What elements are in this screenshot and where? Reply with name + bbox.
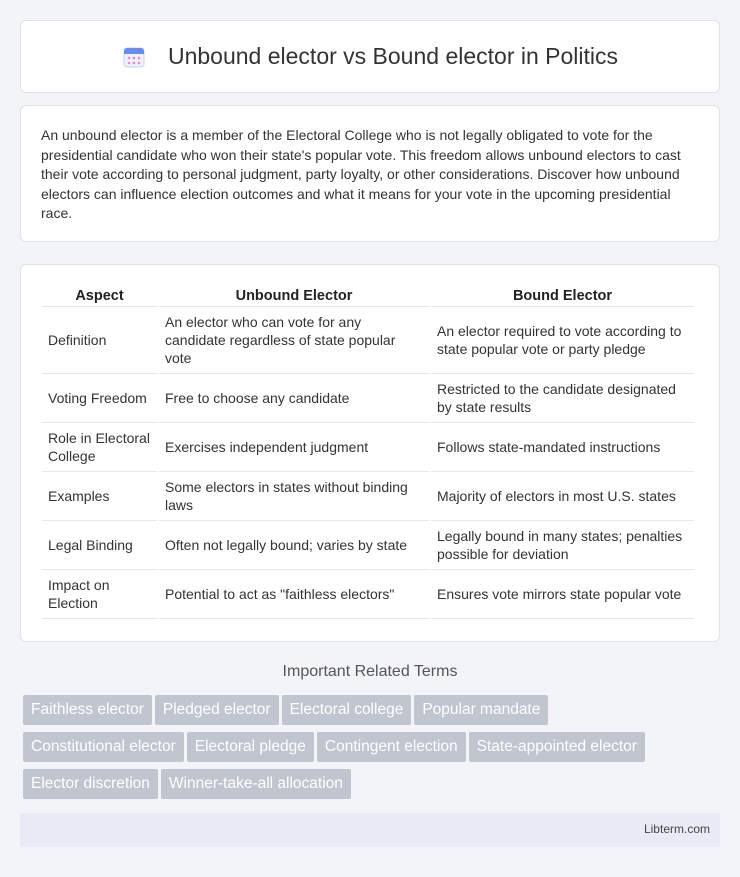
related-terms-list	[23, 695, 723, 806]
table-cell: Majority of electors in most U.S. states	[431, 472, 694, 521]
related-term-tag[interactable]: Popular mandate	[414, 695, 548, 725]
page-title: Unbound elector vs Bound elector in Politics	[167, 43, 619, 69]
header-card	[20, 20, 720, 93]
related-term-tag[interactable]: Electoral college	[282, 695, 412, 725]
related-term-tag[interactable]: State-appointed elector	[469, 732, 645, 762]
related-terms-title: Important Related Terms	[282, 663, 458, 680]
related-term-tag[interactable]: Constitutional elector	[23, 732, 184, 762]
table-row	[42, 472, 694, 521]
table-header-row	[42, 285, 694, 307]
table-cell: Definition	[42, 307, 157, 374]
table-cell: Potential to act as "faithless electors"	[159, 570, 429, 619]
table-row	[42, 521, 694, 570]
comparison-table	[40, 285, 696, 619]
table-cell: Exercises independent judgment	[159, 423, 429, 472]
intro-card	[20, 105, 720, 242]
related-term-tag[interactable]: Faithless elector	[23, 695, 152, 725]
table-cell: An elector required to vote according to state popular vote or party pledge	[431, 307, 694, 374]
table-cell: Free to choose any candidate	[159, 374, 429, 423]
table-cell: Follows state-mandated instructions	[431, 423, 694, 472]
footer-brand-link[interactable]: Libterm.com	[643, 822, 710, 836]
footer	[20, 813, 720, 847]
related-term-tag[interactable]: Elector discretion	[23, 769, 158, 799]
table-header-unbound: Unbound Elector	[159, 285, 429, 307]
table-cell: Legal Binding	[42, 521, 157, 570]
table-cell: Some electors in states without binding laws	[159, 472, 429, 521]
related-term-tag[interactable]: Winner-take-all allocation	[161, 769, 351, 799]
related-term-tag[interactable]: Electoral pledge	[187, 732, 314, 762]
table-cell: Restricted to the candidate designated by state results	[431, 374, 694, 423]
comparison-table-card	[20, 264, 720, 642]
table-row	[42, 374, 694, 423]
table-row	[42, 423, 694, 472]
table-cell: Ensures vote mirrors state popular vote	[431, 570, 694, 619]
table-cell: Legally bound in many states; penalties possible for deviation	[431, 521, 694, 570]
table-cell: Often not legally bound; varies by state	[159, 521, 429, 570]
related-term-tag[interactable]: Pledged elector	[155, 695, 279, 725]
table-cell: An elector who can vote for any candidate regardless of state popular vote	[159, 307, 429, 374]
intro-text: An unbound elector is a member of the Electoral College who is not legally obligated to vote for the presidential candidate who won their state's popular vote. This freedom allows unbound electors to cast their vote according to personal judgment, party loyalty, or other considerations. Discover how unbound electors can influence election outcomes and what it means for your vote in the upcoming presidential race.	[41, 127, 681, 221]
table-row	[42, 307, 694, 374]
table-header-aspect: Aspect	[42, 285, 157, 307]
table-cell: Impact on Election	[42, 570, 157, 619]
calendar-icon	[122, 45, 146, 69]
table-cell: Examples	[42, 472, 157, 521]
table-row	[42, 570, 694, 619]
table-cell: Voting Freedom	[42, 374, 157, 423]
table-header-bound: Bound Elector	[431, 285, 694, 307]
table-cell: Role in Electoral College	[42, 423, 157, 472]
related-term-tag[interactable]: Contingent election	[317, 732, 466, 762]
